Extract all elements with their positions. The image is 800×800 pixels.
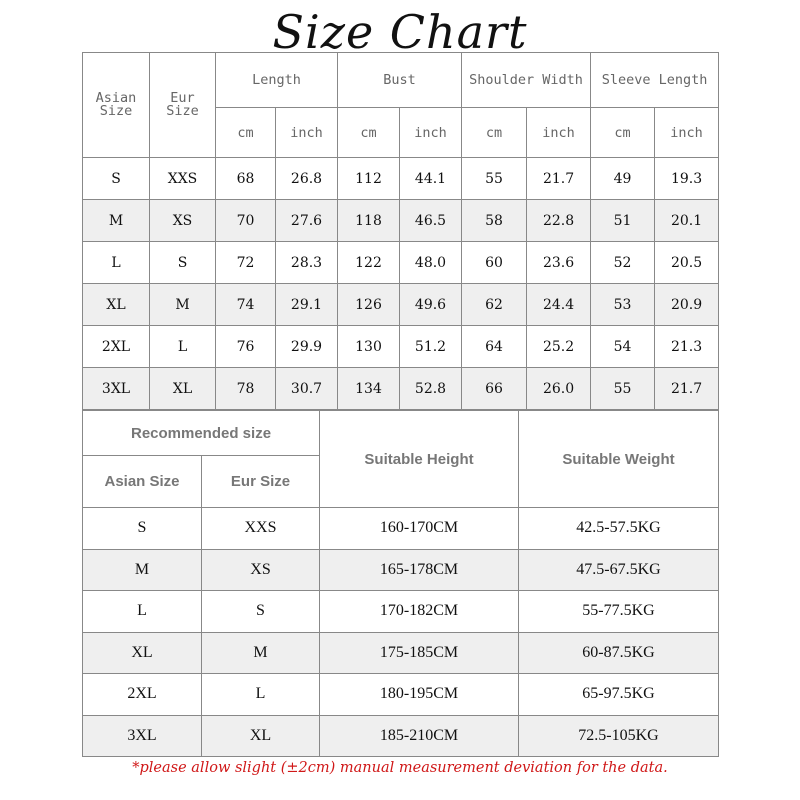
cell-bust-cm: 126 xyxy=(338,284,400,326)
cell-sleeve-cm: 55 xyxy=(591,368,655,410)
cell-bust-cm: 112 xyxy=(338,158,400,200)
cell-length-inch: 29.9 xyxy=(276,326,338,368)
cell-sleeve-inch: 20.5 xyxy=(655,242,719,284)
cell-shoulder-cm: 55 xyxy=(462,158,527,200)
cell-asian-size: M xyxy=(83,200,150,242)
cell-bust-inch: 51.2 xyxy=(400,326,462,368)
unit-inch: inch xyxy=(400,108,462,158)
cell-asian-size: 3XL xyxy=(83,368,150,410)
header-eur-size: Eur Size xyxy=(202,456,320,508)
header-length: Length xyxy=(216,53,338,108)
cell-asian-size: 2XL xyxy=(83,326,150,368)
header-recommended-size: Recommended size xyxy=(83,411,320,456)
cell-shoulder-inch: 21.7 xyxy=(527,158,591,200)
cell-asian-size: S xyxy=(83,158,150,200)
cell-bust-inch: 46.5 xyxy=(400,200,462,242)
cell-eur-size: XL xyxy=(150,368,216,410)
cell-asian-size: L xyxy=(83,242,150,284)
cell-length-cm: 78 xyxy=(216,368,276,410)
cell-shoulder-cm: 60 xyxy=(462,242,527,284)
cell-shoulder-cm: 64 xyxy=(462,326,527,368)
cell-sleeve-cm: 52 xyxy=(591,242,655,284)
cell-shoulder-cm: 58 xyxy=(462,200,527,242)
measurement-footnote: *please allow slight (±2cm) manual measurement deviation for the data. xyxy=(132,760,668,776)
cell-suitable-height: 160-170CM xyxy=(320,508,519,550)
header-suitable-height: Suitable Height xyxy=(320,411,519,508)
unit-inch: inch xyxy=(655,108,719,158)
cell-asian-size: XL xyxy=(83,284,150,326)
cell-suitable-weight: 55-77.5KG xyxy=(519,591,719,633)
cell-suitable-height: 170-182CM xyxy=(320,591,519,633)
cell-sleeve-inch: 21.3 xyxy=(655,326,719,368)
table-row xyxy=(83,368,719,410)
table-row xyxy=(83,200,719,242)
cell-eur-size: XL xyxy=(202,715,320,757)
header-shoulder-width: Shoulder Width xyxy=(462,53,591,108)
cell-shoulder-cm: 62 xyxy=(462,284,527,326)
cell-asian-size: S xyxy=(83,508,202,550)
table-row xyxy=(83,674,719,716)
unit-cm: cm xyxy=(216,108,276,158)
cell-length-cm: 76 xyxy=(216,326,276,368)
unit-inch: inch xyxy=(527,108,591,158)
cell-bust-inch: 48.0 xyxy=(400,242,462,284)
cell-shoulder-inch: 23.6 xyxy=(527,242,591,284)
cell-length-cm: 68 xyxy=(216,158,276,200)
cell-length-inch: 29.1 xyxy=(276,284,338,326)
cell-suitable-weight: 47.5-67.5KG xyxy=(519,549,719,591)
cell-shoulder-inch: 22.8 xyxy=(527,200,591,242)
table-row xyxy=(83,715,719,757)
unit-inch: inch xyxy=(276,108,338,158)
cell-eur-size: M xyxy=(202,632,320,674)
cell-eur-size: L xyxy=(202,674,320,716)
table-row xyxy=(83,158,719,200)
cell-sleeve-cm: 53 xyxy=(591,284,655,326)
cell-eur-size: XXS xyxy=(202,508,320,550)
cell-bust-inch: 52.8 xyxy=(400,368,462,410)
header-asian-size: Asian Size xyxy=(83,53,150,158)
cell-shoulder-inch: 25.2 xyxy=(527,326,591,368)
cell-suitable-weight: 60-87.5KG xyxy=(519,632,719,674)
cell-suitable-height: 175-185CM xyxy=(320,632,519,674)
cell-suitable-height: 165-178CM xyxy=(320,549,519,591)
cell-sleeve-cm: 51 xyxy=(591,200,655,242)
cell-bust-inch: 44.1 xyxy=(400,158,462,200)
cell-length-inch: 26.8 xyxy=(276,158,338,200)
table-row xyxy=(83,284,719,326)
cell-eur-size: M xyxy=(150,284,216,326)
cell-eur-size: XS xyxy=(150,200,216,242)
cell-length-inch: 27.6 xyxy=(276,200,338,242)
cell-suitable-weight: 65-97.5KG xyxy=(519,674,719,716)
header-bust: Bust xyxy=(338,53,462,108)
table-row xyxy=(83,591,719,633)
cell-eur-size: XS xyxy=(202,549,320,591)
unit-cm: cm xyxy=(591,108,655,158)
cell-sleeve-inch: 20.9 xyxy=(655,284,719,326)
cell-asian-size: 2XL xyxy=(83,674,202,716)
cell-asian-size: L xyxy=(83,591,202,633)
cell-eur-size: S xyxy=(202,591,320,633)
cell-sleeve-cm: 54 xyxy=(591,326,655,368)
cell-suitable-height: 185-210CM xyxy=(320,715,519,757)
header-suitable-weight: Suitable Weight xyxy=(519,411,719,508)
cell-asian-size: M xyxy=(83,549,202,591)
cell-bust-inch: 49.6 xyxy=(400,284,462,326)
cell-sleeve-inch: 19.3 xyxy=(655,158,719,200)
table-row xyxy=(83,242,719,284)
table-row xyxy=(83,632,719,674)
cell-bust-cm: 122 xyxy=(338,242,400,284)
cell-asian-size: XL xyxy=(83,632,202,674)
recommended-size-table xyxy=(82,410,719,757)
cell-length-cm: 72 xyxy=(216,242,276,284)
cell-eur-size: S xyxy=(150,242,216,284)
cell-asian-size: 3XL xyxy=(83,715,202,757)
header-eur-size: Eur Size xyxy=(150,53,216,158)
cell-length-inch: 28.3 xyxy=(276,242,338,284)
size-measurement-table xyxy=(82,52,719,410)
cell-eur-size: XXS xyxy=(150,158,216,200)
cell-bust-cm: 118 xyxy=(338,200,400,242)
cell-suitable-weight: 72.5-105KG xyxy=(519,715,719,757)
cell-shoulder-inch: 24.4 xyxy=(527,284,591,326)
cell-sleeve-inch: 21.7 xyxy=(655,368,719,410)
cell-shoulder-cm: 66 xyxy=(462,368,527,410)
table-row xyxy=(83,508,719,550)
cell-eur-size: L xyxy=(150,326,216,368)
unit-cm: cm xyxy=(338,108,400,158)
cell-bust-cm: 130 xyxy=(338,326,400,368)
header-asian-size: Asian Size xyxy=(83,456,202,508)
cell-length-cm: 70 xyxy=(216,200,276,242)
header-sleeve-length: Sleeve Length xyxy=(591,53,719,108)
table-row xyxy=(83,549,719,591)
cell-suitable-height: 180-195CM xyxy=(320,674,519,716)
table-row xyxy=(83,326,719,368)
page-title: Size Chart xyxy=(272,5,528,59)
unit-cm: cm xyxy=(462,108,527,158)
cell-suitable-weight: 42.5-57.5KG xyxy=(519,508,719,550)
cell-bust-cm: 134 xyxy=(338,368,400,410)
cell-length-inch: 30.7 xyxy=(276,368,338,410)
cell-shoulder-inch: 26.0 xyxy=(527,368,591,410)
cell-sleeve-inch: 20.1 xyxy=(655,200,719,242)
cell-sleeve-cm: 49 xyxy=(591,158,655,200)
cell-length-cm: 74 xyxy=(216,284,276,326)
